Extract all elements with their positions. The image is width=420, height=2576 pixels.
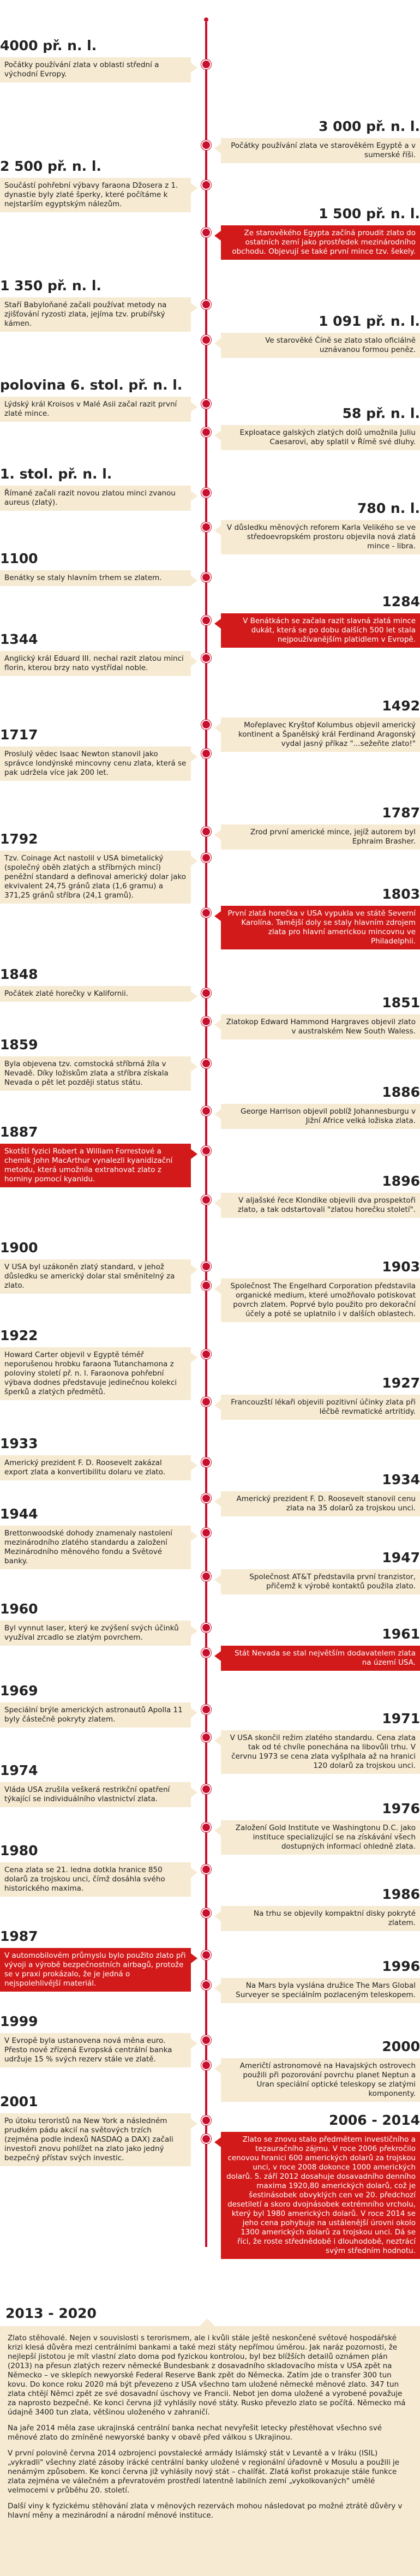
event-description: Stát Nevada se stal největším dodavatelem zlata na území USA.	[221, 1646, 420, 1671]
event-description: Ze starověkého Egypta začíná proudit zlato do ostatních zemí jako prostředek mezinárodního obchodu. Objevují se také první mince tzv. šekely.	[221, 225, 420, 260]
event-description: V Benátkách se začala razit slavná zlatá mince dukát, která se po dobu dalších 500 let stala nejpoužívanějším platidlem v Evropě.	[221, 613, 420, 648]
timeline-dot	[201, 749, 211, 758]
event-description: Anglický král Eduard III. nechal razit zlatou minci florin, kterou brzy nato vystřídal noble.	[0, 651, 191, 676]
timeline-dot	[201, 300, 211, 309]
timeline-event	[0, 1240, 191, 1294]
timeline-event	[221, 405, 420, 450]
timeline-event	[0, 1124, 191, 1187]
event-description: Ve starověké Číně se zlato stalo oficiálně uznávanou formou peněz.	[221, 333, 420, 358]
event-description: Založení Gold Institute ve Washingtonu D.C. jako instituce specializující se na získávání všech dostupných informací ohledně zlata.	[221, 1820, 420, 1855]
timeline-event	[0, 1436, 191, 1480]
event-description: Byla objevena tzv. comstocká stříbrná žíla v Nevadě. Díky ložiskům zlata a stříbra získala Nevada o pět let později status státu.	[0, 1056, 191, 1091]
event-description: Římané začali razit novou zlatou minci zvanou aureus (zlatý).	[0, 486, 191, 511]
event-year: 1927	[382, 1375, 420, 1391]
event-description: Počátky používání zlata v oblasti střední a východní Evropy.	[0, 57, 191, 82]
event-year: 1933	[0, 1436, 38, 1451]
timeline-dot	[201, 228, 211, 237]
event-year: 1971	[382, 1711, 420, 1726]
timeline-event	[0, 1928, 191, 1992]
ornament-icon	[203, 16, 209, 45]
event-year: 1717	[0, 727, 38, 743]
event-year: 1922	[0, 1328, 38, 1343]
timeline-dot	[201, 59, 211, 69]
timeline-event	[0, 278, 191, 332]
event-description: Počátky používání zlata ve starověkém Egyptě a v sumerské říši.	[221, 138, 420, 163]
timeline-dot	[201, 572, 211, 582]
event-description: Na trhu se objevily kompaktní disky pokryté zlatem.	[221, 1906, 420, 1931]
event-year: 1976	[382, 1801, 420, 1816]
event-year: 1934	[382, 1472, 420, 1487]
event-year: 1960	[0, 1601, 38, 1617]
timeline-dot	[201, 335, 211, 345]
timeline-dot	[201, 488, 211, 498]
event-description: Brettonwoodské dohody znamenaly nastolení mezinárodního zlatého standardu a založení Mezinárodního měnového fondu a Světové banky.	[0, 1526, 191, 1569]
event-year: 1996	[382, 1958, 420, 1974]
timeline-dot	[201, 988, 211, 998]
event-description: Američtí astronomové na Havajských ostrovech použili při pozorování povrchu planet Neptun a Uran speciální optické teleskopy se zlatými komponenty.	[221, 2058, 420, 2102]
timeline-event	[0, 377, 191, 422]
timeline-event	[221, 1375, 420, 1420]
timeline-dot	[201, 1908, 211, 1918]
final-text	[0, 2326, 420, 2576]
timeline-dot	[201, 827, 211, 836]
event-description: Společnost The Engelhard Corporation představila organické medium, které umožňovalo potiskovat povrch zlatem. Poprvé bylo použito pro dekorační účely a poté se uplatnilo i v dalších oblastech.	[221, 1278, 420, 1322]
event-year: 1886	[382, 1084, 420, 1100]
event-description: Exploatace galských zlatých dolů umožnila Juliu Caesarovi, aby splatil v Římě své dluhy.	[221, 425, 420, 450]
timeline-dot	[201, 1732, 211, 1742]
timeline-dot	[201, 1705, 211, 1714]
timeline-event	[0, 158, 191, 212]
event-year: 1980	[0, 1843, 38, 1858]
event-year: 1 500 př. n. l.	[319, 206, 420, 222]
timeline-event	[221, 206, 420, 260]
event-year: 1851	[382, 995, 420, 1011]
timeline-dot	[201, 1262, 211, 1271]
timeline-dot	[201, 180, 211, 190]
event-year: 1969	[0, 1683, 38, 1699]
timeline-dot	[201, 2060, 211, 2070]
timeline-dot	[201, 908, 211, 918]
timeline-dot	[201, 1146, 211, 1156]
timeline-event	[221, 698, 420, 752]
timeline-event	[0, 727, 191, 781]
timeline-dot	[201, 615, 211, 625]
timeline-event	[0, 1762, 191, 1807]
timeline-dot	[201, 140, 211, 150]
timeline-dot	[201, 1571, 211, 1581]
event-year: 2000	[382, 2039, 420, 2054]
timeline-dot	[201, 1349, 211, 1359]
timeline-dot	[201, 1623, 211, 1633]
event-year: 1803	[382, 886, 420, 902]
timeline-event	[221, 2112, 420, 2259]
timeline-event	[221, 1801, 420, 1855]
timeline-event	[221, 1626, 420, 1671]
timeline-event	[0, 1328, 191, 1400]
timeline-event	[0, 1601, 191, 1646]
event-description: Mořeplavec Kryštof Kolumbus objevil americký kontinent a Španělský král Ferdinand Aragonský vydal jasný příkaz "...sežeňte zlato!"	[221, 718, 420, 752]
event-description: Společnost AT&T představila první tranzistor, přičemž k výrobě kontaktů použila zlato.	[221, 1569, 420, 1594]
timeline-event	[0, 2094, 191, 2166]
timeline-dot	[201, 1822, 211, 1832]
event-description: Proslulý vědec Isaac Newton stanovil jako správce londýnské mincovny cenu zlata, která se pak udržela více jak 200 let.	[0, 746, 191, 781]
timeline-event	[0, 1843, 191, 1897]
event-description: Americký prezident F. D. Roosevelt zakázal export zlata a konvertibilitu dolaru ve zlato.	[0, 1455, 191, 1480]
timeline-event	[0, 631, 191, 676]
timeline-dot	[201, 1059, 211, 1068]
timeline-dot	[201, 1864, 211, 1874]
timeline-event	[0, 466, 191, 511]
timeline-event	[221, 118, 420, 163]
event-description: Zlato se znovu stalo předmětem investičního a tezauračního zájmu. V roce 2006 překročilo cenovou hranici 600 amerických dolarů za trojskou unci, v roce 2008 dokonce 1000 amerických dolarů. 5. září 2012 dosahuje dosavadního denního maxima 1920,80 amerických dolarů, což je šestinásobek obvyklých cen ve 20. předchozí desetiletí a skoro dvojnásobek extrémního vrcholu, který byl 1980 amerických dolarů. V roce 2014 se jeho cena pohybuje na ustálenější úrovni okolo 1300 amerických dolarů za trojskou unci. Dá se říci, že roste střednědobě i dlouhodobě, neztrácí svým středním hodnotu.	[221, 2132, 420, 2259]
event-description: V důsledku měnových reforem Karla Velikého se ve středoevropském prostoru objevila nová zlatá mince - libra.	[221, 520, 420, 554]
timeline-dot	[201, 1950, 211, 1960]
timeline-event	[221, 995, 420, 1039]
timeline-dot	[201, 853, 211, 863]
event-description: Počátek zlaté horečky v Kalifornii.	[0, 986, 191, 1002]
timeline-dot	[201, 427, 211, 437]
event-description: Na Mars byla vyslána družice The Mars Global Surveyer se speciálním pozlaceným teleskopem.	[221, 1978, 420, 2003]
timeline-event	[221, 500, 420, 554]
timeline-event	[221, 1958, 420, 2003]
event-description: Vláda USA zrušila veškerá restrikční opatření týkající se individuálního vlastnictví zlata.	[0, 1782, 191, 1807]
timeline-dot	[201, 1528, 211, 1538]
event-year: 1986	[382, 1886, 420, 1902]
event-year: 2006 - 2014	[329, 2112, 420, 2128]
event-year: 1344	[0, 631, 38, 647]
event-year: 1787	[382, 805, 420, 821]
timeline-event	[221, 805, 420, 850]
timeline-dot	[201, 1017, 211, 1026]
event-year: 1284	[382, 594, 420, 609]
event-year: polovina 6. stol. př. n. l.	[0, 377, 183, 393]
event-description: V USA skončil režim zlatého standardu. Cena zlata tak od té chvíle ponechána na libovůli trhu. V červnu 1973 se cena zlata vyšplhala až na hranici 120 dolarů za trojskou unci.	[221, 1730, 420, 1774]
event-year: 1 350 př. n. l.	[0, 278, 101, 294]
event-description: Cena zlata se 21. ledna dotkla hranice 850 dolarů za trojskou unci, čímž dosáhla svého historického maxima.	[0, 1862, 191, 1897]
event-description: Zrod první americké mince, jejíž autorem byl Ephraim Brasher.	[221, 824, 420, 850]
event-year: 1. stol. př. n. l.	[0, 466, 112, 482]
event-year: 780 n. l.	[357, 500, 420, 516]
event-description: Součástí pohřební výbavy faraona Džosera z 1. dynastie byly zlaté šperky, které počítáme k nejstarším egyptským nálezům.	[0, 178, 191, 212]
timeline-event	[0, 1683, 191, 1728]
final-year: 2013 - 2020	[5, 2305, 97, 2321]
timeline-dot	[201, 1195, 211, 1205]
event-description: George Harrison objevil poblíž Johannesburgu v Jižní Africe velká ložiska zlata.	[221, 1104, 420, 1129]
timeline-event	[221, 886, 420, 949]
timeline-dot	[201, 2115, 211, 2125]
timeline-event	[221, 1472, 420, 1516]
event-year: 1961	[382, 1626, 420, 1642]
timeline-event	[0, 831, 191, 904]
event-year: 1100	[0, 551, 38, 566]
event-year: 2 500 př. n. l.	[0, 158, 101, 174]
timeline-dot	[201, 2035, 211, 2045]
final-section	[0, 2305, 420, 2576]
event-description: Benátky se staly hlavním trhem se zlatem.	[0, 570, 191, 586]
timeline-dot	[201, 720, 211, 730]
timeline-dot	[201, 653, 211, 663]
event-description: Staří Babyloňané začali používat metody na zjišťování ryzosti zlata, jejíma tzv. prubířský kámen.	[0, 297, 191, 332]
event-year: 1859	[0, 1037, 38, 1053]
event-year: 2001	[0, 2094, 38, 2109]
event-year: 4000 př. n. l.	[0, 38, 97, 53]
timeline-dot	[201, 1106, 211, 1116]
timeline-event	[221, 594, 420, 648]
event-description: V USA byl uzákoněn zlatý standard, v jehož důsledku se americký dolar stal směnitelný za zlato.	[0, 1259, 191, 1294]
timeline-dot	[201, 1980, 211, 1990]
event-description: Po útoku teroristů na New York a následném prudkém pádu akcií na světových trzích (zejména podle indexů NASDAQ a DAX) začali investoři znovu pohlížet na zlato jako jedný bezpečný přístav svých investic.	[0, 2113, 191, 2166]
timeline-event	[0, 1506, 191, 1569]
timeline-dot	[201, 1281, 211, 1290]
timeline-event	[221, 1886, 420, 1931]
event-description: Zlatokop Edward Hammond Hargraves objevil zlato v australském New South Waless.	[221, 1014, 420, 1039]
event-description: Lýdský král Kroisos v Malé Asii začal razit první zlaté mince.	[0, 397, 191, 422]
event-year: 3 000 př. n. l.	[319, 118, 420, 134]
timeline-dot	[201, 1493, 211, 1503]
event-year: 1792	[0, 831, 38, 847]
event-description: V aljašské řece Klondike objevili dva prospektoři zlato, a tak odstartovali "zlatou horečku století".	[221, 1193, 420, 1218]
timeline-dot	[201, 1397, 211, 1407]
event-description: Tzv. Coinage Act nastolil v USA bimetalický (společný oběh zlatých a stříbrných mincí) peněžní standard a definoval americký dolar jako ekvivalent 24,75 gránů zlata (1,6 gramu) a 371,25 gránů stříbra (24,1 gramů).	[0, 851, 191, 904]
timeline-event	[0, 551, 191, 586]
timeline-event	[0, 38, 191, 82]
timeline-event	[221, 313, 420, 358]
timeline-dot	[201, 1648, 211, 1658]
event-year: 1903	[382, 1259, 420, 1275]
event-year: 1999	[0, 2013, 38, 2029]
final-paragraph-4: Další viny k fyzickému stěhování zlata v měnových rezervách mohou následovat po možné ztrátě důvěry v hlavní měny a mezinárodní a národní měnové instituce.	[8, 2502, 403, 2520]
event-year: 58 př. n. l.	[342, 405, 420, 421]
timeline-dot	[201, 399, 211, 409]
event-year: 1848	[0, 966, 38, 982]
event-description: Americký prezident F. D. Roosevelt stanovil cenu zlata na 35 dolarů za trojskou unci.	[221, 1491, 420, 1516]
timeline-event	[221, 1259, 420, 1322]
timeline-event	[0, 1037, 191, 1091]
event-year: 1896	[382, 1173, 420, 1189]
event-description: Speciální brýle amerických astronautů Apolla 11 byly částečně pokryty zlatem.	[0, 1702, 191, 1728]
timeline-dot	[201, 1784, 211, 1794]
timeline-dot	[201, 2134, 211, 2144]
event-description: Byl vynnut laser, který ke zvýšení svých účinků využíval zrcadlo se zlatým povrchem.	[0, 1621, 191, 1646]
event-year: 1900	[0, 1240, 38, 1256]
event-description: V Evropě byla ustanovena nová měna euro. Přesto nové zřízená Evropská centrální banka udržuje 15 % svých rezerv stále ve zlatě.	[0, 2033, 191, 2067]
event-description: Francouzští lékaři objevili pozitivní účinky zlata při léčbě revmatické artritidy.	[221, 1395, 420, 1420]
timeline-event	[221, 2039, 420, 2102]
timeline-event	[221, 1084, 420, 1129]
final-paragraph-2: Na jaře 2014 měla zase ukrajinská centrální banka nechat nevyřešit letecky přestěhovat všechno své měnové zlato do zmíněné newyorské banky v obavě před válkou s Ukrajinou.	[8, 2424, 382, 2442]
timeline-event	[221, 1711, 420, 1774]
event-description: Skotští fyzici Robert a William Forrestové a chemik John MacArthur vynalezli kyanidizační metodu, která umožnila extrahovat zlato z horniny pomocí kyanidu.	[0, 1144, 191, 1187]
event-description: První zlatá horečka v USA vypukla ve státě Severní Karolína. Tamější doly se staly hlavním zdrojem zlata pro hlavní americkou mincovnu ve Philadelphii.	[221, 906, 420, 949]
final-paragraph-3: V první polovině června 2014 ozbrojenci povstalecké armády Islámský stát v Levantě a v Iráku (ISIL) „vykradli" všechny zlaté zásoby irácké centrální banky uložené v regionální úřadovně v Mosulu a použili je nenámým způsobem. Ke konci června již vyhlásily nový stát – chalífát. Zlatá kořist prokazuje stále funkce zlata zejména ve válečném a převratovém prostředí latentně labilních zemí „vykolkovaných" umělé velmocemi v průběhu 20. století.	[8, 2449, 400, 2495]
final-paragraph-1: Zlato stěhovalé. Nejen v souvislosti s terorismem, ale i kvůli stále ještě neskončené světové hospodářské krizi klesá důvěra mezi centrálními bankami a také mezi státy nepřímou úměrou. Jak naráz pozornosti, že nejlepší jistotou je mít vlastní zlato doma pod fyzickou kontrolou, byl bez blížších detailů oznámen plán (2013) na přesun zlatých rezerv německé Bundesbank z dosavadního skladovacího místa v USA zpět na Německo – ve sklepích newyorské Federal Reserve Bank zpět do Německa. Zatím jde o transfer 300 tun kovu. Do konce roku 2020 má být převezeno z USA všechno tam uložené německé měnové zlato. 347 tun zlata chtějí Němci zpět ze své dosavadní úschovy ve Francii. Nebot jen doma uložené a vyrobené považuje za naprosto bezpečné. Ke konci června již vyhlásily nové státy. Rusko převezlo zlato se počítá. Německo má údajně 3400 tun zlata, většinou uloženého v zahraničí.	[8, 2334, 406, 2417]
event-year: 1 091 př. n. l.	[319, 313, 420, 329]
timeline-event	[0, 2013, 191, 2067]
event-year: 1947	[382, 1550, 420, 1565]
timeline-event	[221, 1173, 420, 1218]
event-description: Howard Carter objevil v Egyptě téměř neporušenou hrobku faraona Tutanchamona z poloviny století př. n. l. Faraonova pohřební výbava dodnes představuje jedinečnou kolekci šperků a zlatých předmětů.	[0, 1347, 191, 1400]
event-year: 1974	[0, 1762, 38, 1778]
event-year: 1887	[0, 1124, 38, 1140]
event-year: 1944	[0, 1506, 38, 1522]
timeline-dot	[201, 1457, 211, 1467]
timeline-event	[221, 1550, 420, 1594]
event-year: 1987	[0, 1928, 38, 1944]
event-year: 1492	[382, 698, 420, 714]
event-description: V automobilovém průmyslu bylo použito zlato při vývoji a výrobě bezpečnostních airbagů, protože se v praxi prokázalo, že je jedná o nejspolehlivější materiál.	[0, 1948, 191, 1992]
timeline-event	[0, 966, 191, 1002]
timeline-dot	[201, 522, 211, 532]
